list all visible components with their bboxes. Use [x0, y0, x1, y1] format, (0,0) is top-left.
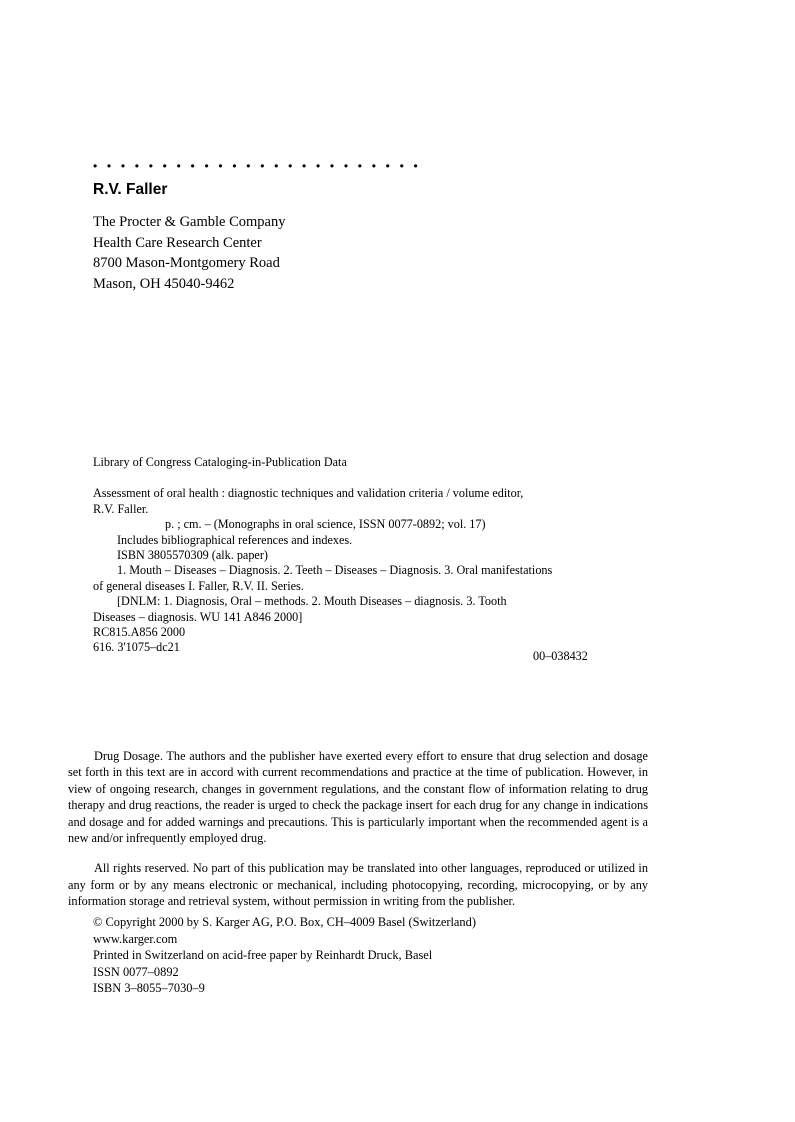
copyright-line: © Copyright 2000 by S. Karger AG, P.O. Box, CH–4009 Basel (Switzerland): [93, 915, 476, 929]
all-rights-reserved-notice: All rights reserved. No part of this publication may be translated into other languages, reproduced or utilized in any form or by any means electronic or mechanical, including photocopying, recording, microcopying, or by any information storage and retrieval system, without permission in writing from the publisher.: [68, 861, 648, 909]
editor-name: R.V. Faller: [93, 181, 168, 198]
decorative-dot-rule: • • • • • • • • • • • • • • • • • • • • • • • •: [93, 159, 421, 173]
cip-heading: Library of Congress Cataloging-in-Publication Data: [93, 455, 347, 469]
cip-line: of general diseases I. Faller, R.V. II. Series.: [93, 578, 304, 593]
issn-line: ISSN 0077–0892: [93, 964, 179, 979]
cip-line: 616. 3'1075–dc21: [93, 640, 180, 655]
printing-info: Printed in Switzerland on acid-free paper by Reinhardt Druck, Basel: [93, 948, 433, 963]
cip-line: ISBN 3805570309 (alk. paper): [117, 548, 268, 563]
affiliation-line: The Procter & Gamble Company: [93, 214, 286, 230]
editor-block: [93, 160, 513, 294]
affiliation-line: 8700 Mason-Montgomery Road: [93, 255, 280, 271]
publisher-website: www.karger.com: [93, 931, 178, 946]
cip-line: R.V. Faller.: [93, 501, 149, 516]
legal-notices-block: [68, 748, 648, 910]
cataloging-in-publication-block: [93, 455, 713, 663]
cip-line: 1. Mouth – Diseases – Diagnosis. 2. Teeth – Diseases – Diagnosis. 3. Oral manifestations: [117, 563, 553, 578]
drug-dosage-notice: Drug Dosage. The authors and the publisher have exerted every effort to ensure that drug selection and dosage set forth in this text are in accord with current recommendations and practice at the time of publication. However, in view of ongoing research, changes in government regulations, and the constant flow of information relating to drug therapy and drug reactions, the reader is urged to check the package insert for each drug for any change in indications and dosage and for added warnings and precautions. This is particularly important when the recommended agent is a new and/or infrequently employed drug.: [68, 749, 648, 846]
cip-line: RC815.A856 2000: [93, 625, 186, 640]
affiliation-line: Mason, OH 45040-9462: [93, 275, 235, 292]
cip-line: p. ; cm. – (Monographs in oral science, ISSN 0077-0892; vol. 17): [165, 517, 486, 532]
cip-line: Diseases – diagnosis. WU 141 A846 2000]: [93, 609, 303, 624]
affiliation-line: Health Care Research Center: [93, 234, 262, 251]
cip-line: Assessment of oral health : diagnostic techniques and validation criteria / volume editor,: [93, 486, 524, 501]
isbn-line: ISBN 3–8055–7030–9: [93, 981, 205, 996]
cip-line: [DNLM: 1. Diagnosis, Oral – methods. 2. Mouth Diseases – diagnosis. 3. Tooth: [117, 594, 507, 609]
copyright-block: [93, 914, 653, 997]
cip-line: Includes bibliographical references and indexes.: [117, 532, 353, 547]
lc-control-number: 00–038432: [533, 649, 588, 663]
